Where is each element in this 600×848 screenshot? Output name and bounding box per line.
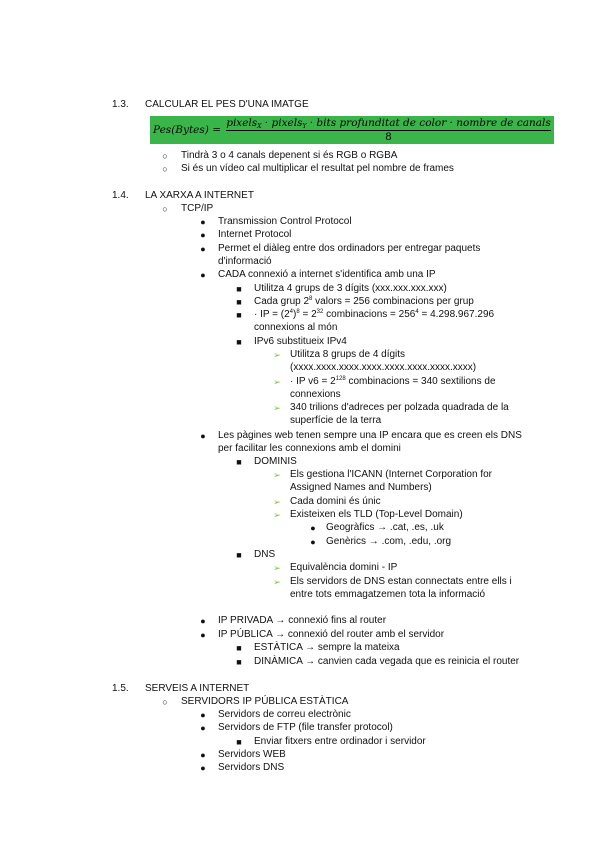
square-bullet-icon: ■ [236,297,242,307]
section-number: 1.5. [112,683,129,694]
arrow-bullet-icon: ➢ [273,403,281,413]
formula-numerator: pixels$_X$ · pixels$_Y$ · bits profunditat de color · nombre de canals [226,117,551,130]
list-item: Servidors DNS [218,762,285,773]
disc-bullet-icon: ● [200,217,206,227]
list-item: Permet el diàleg entre dos ordinadors per entregar paquets [218,243,481,254]
list-item: Tindrà 3 o 4 canals depenent si és RGB o RGBA [181,150,398,161]
list-item: Internet Protocol [218,229,292,240]
section-title: CALCULAR EL PES D'UNA IMATGE [145,99,309,110]
list-item-cont: d'informació [218,256,272,267]
arrow-bullet-icon: ➢ [273,350,281,360]
list-item: ESTÀTICA → sempre la mateixa [254,642,400,653]
list-item: Servidors de FTP (file transfer protocol) [218,722,393,733]
list-item-cont: connexions al món [254,322,338,333]
disc-bullet-icon: ● [310,537,316,547]
disc-bullet-icon: ● [200,270,206,280]
list-item: TCP/IP [181,203,214,214]
disc-bullet-icon: ● [200,616,206,626]
list-item-cont: per facilitar les connexions amb el domini [218,443,401,454]
list-item: Si és un vídeo cal multiplicar el resultat pel nombre de frames [181,163,454,174]
disc-bullet-icon: ● [200,710,206,720]
arrow-bullet-icon: ➢ [273,497,281,507]
list-item: IP PÚBLICA → connexió del router amb el servidor [218,629,445,640]
circle-bullet-icon: ○ [162,204,168,214]
list-item: · IP = $(2^4)^8 = 2^{32}$ combinacions = $256^4 = 4.298.967.296$ [254,309,495,320]
list-item: Servidors de correu electrònic [218,709,351,720]
square-bullet-icon: ■ [236,550,242,560]
formula-denominator: 8 [385,131,392,143]
list-item: CADA connexió a internet s'identifica amb una IP [218,269,436,280]
list-item: DOMINIS [254,456,297,467]
list-item: Els servidors de DNS estan connectats entre ells i [290,576,512,587]
list-item: Cada grup $2^8$ valors = 256 combinacions per grup [254,296,474,307]
list-item: Utilitza 4 grups de 3 dígits (xxx.xxx.xxx.xxx) [254,283,447,294]
circle-bullet-icon: ○ [162,697,168,707]
square-bullet-icon: ■ [236,457,242,467]
list-item: Servidors WEB [218,749,286,760]
list-item: Les pàgines web tenen sempre una IP encara que es creen els DNS [218,430,522,441]
square-bullet-icon: ■ [236,337,242,347]
arrow-bullet-icon: ➢ [273,510,281,520]
section-number: 1.4. [112,190,129,201]
list-item: Els gestiona l'ICANN (Internet Corporation for [290,469,492,480]
list-item-cont: (xxxx.xxxx.xxxx.xxxx.xxxx.xxxx.xxxx.xxxx) [290,362,477,373]
section-title: SERVEIS A INTERNET [145,683,250,694]
list-item: DINÀMICA → canvien cada vegada que es reinicia el router [254,656,520,667]
list-item-cont: entre tots emmagatzemen tota la informació [290,589,486,600]
disc-bullet-icon: ● [200,723,206,733]
square-bullet-icon: ■ [236,284,242,294]
list-item: Utilitza 8 grups de 4 dígits [290,349,406,360]
circle-bullet-icon: ○ [162,151,168,161]
arrow-bullet-icon: ➢ [273,470,281,480]
list-item: Genèrics → .com, .edu, .org [326,536,452,547]
square-bullet-icon: ■ [236,310,242,320]
list-item: 340 trilions d'adreces per polzada quadrada de la [290,402,509,413]
list-item: Transmission Control Protocol [218,216,352,227]
arrow-bullet-icon: ➢ [273,577,281,587]
square-bullet-icon: ■ [236,657,242,667]
list-item: IP PRIVADA → connexió fins al router [218,615,387,626]
disc-bullet-icon: ● [200,431,206,441]
list-item: Geogràfics → .cat, .es, .uk [326,522,444,533]
disc-bullet-icon: ● [200,630,206,640]
section-number: 1.3. [112,99,129,110]
list-item: IPv6 substitueix IPv4 [254,336,347,347]
disc-bullet-icon: ● [200,244,206,254]
list-item: Cada domini és únic [290,496,381,507]
list-item: DNS [254,549,276,560]
square-bullet-icon: ■ [236,643,242,653]
square-bullet-icon: ■ [236,737,242,747]
list-item: Existeixen els TLD (Top-Level Domain) [290,509,463,520]
formula-lhs: Pes(Bytes) = [153,124,221,136]
arrow-bullet-icon: ➢ [273,563,281,573]
list-item: · IP $v6 = 2^{128}$ combinacions = 340 sextilions de [290,376,496,387]
section-title: LA XARXA A INTERNET [145,190,254,201]
list-item-cont: Assigned Names and Numbers) [290,482,432,493]
disc-bullet-icon: ● [200,750,206,760]
arrow-bullet-icon: ➢ [273,377,281,387]
circle-bullet-icon: ○ [162,164,168,174]
disc-bullet-icon: ● [200,230,206,240]
list-item-cont: connexions [290,389,341,400]
list-item-cont: superfície de la terra [290,415,382,426]
disc-bullet-icon: ● [200,763,206,773]
list-item: SERVIDORS IP PÚBLICA ESTÀTICA [181,696,349,707]
list-item: Enviar fitxers entre ordinador i servidor [254,736,426,747]
formula-box [150,116,554,144]
list-item: Equivalència domini - IP [290,562,398,573]
disc-bullet-icon: ● [310,523,316,533]
